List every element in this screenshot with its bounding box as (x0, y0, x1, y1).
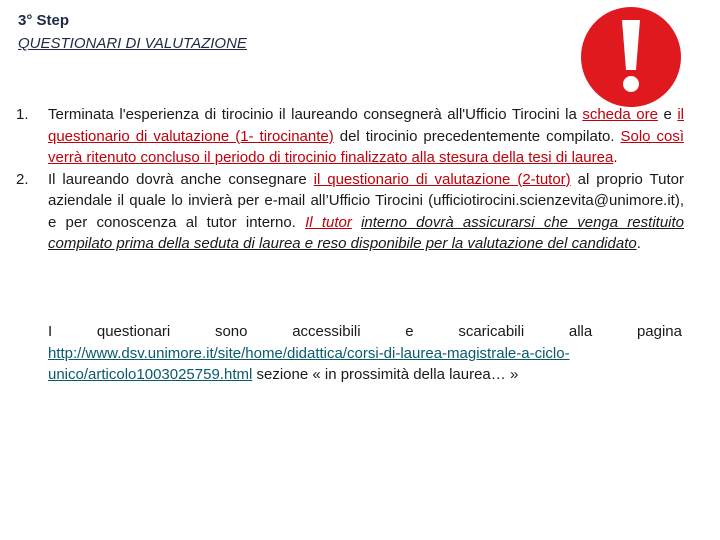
item-text (352, 214, 361, 231)
item-text: Il laureando dovrà anche consegnare (48, 170, 314, 188)
item-text: e (657, 106, 678, 123)
page-title: QUESTIONARI DI VALUTAZIONE (18, 35, 247, 52)
exclamation-icon (578, 4, 684, 110)
item-text: . (636, 235, 641, 252)
note-tail: sezione « in prossimità della laurea… » (252, 366, 519, 383)
list-item (16, 169, 684, 255)
highlight-text: Solo così verrà ritenuto concluso il periodo di tirocinio finalizzato alla stesura della tesi di laurea (48, 127, 684, 166)
highlight-text: il questionario di valutazione (2-tutor) (313, 170, 571, 188)
item-text: al proprio Tutor aziendale il quale lo invierà per e-mail all’Ufficio Tirocini (ufficiotirocini.scienzevita@unimore.it), e per conoscenza al tutor interno. (48, 170, 685, 231)
questionnaire-link[interactable]: http://www.dsv.unimore.it/site/home/didattica/corsi-di-laurea-magistrale-a-ciclo-unico/articolo1003025759.html (48, 344, 570, 383)
item-text: Terminata l'esperienza di tirocinio il laureando consegnerà all'Ufficio Tirocini la (48, 106, 583, 123)
list-number: 2. (16, 170, 29, 188)
step-label: 3° Step (18, 12, 70, 29)
highlight-text: scheda ore (582, 106, 658, 123)
list-number: 1. (16, 106, 29, 123)
questionnaire-note (48, 321, 682, 386)
note-text: I questionari sono accessibili e scaricabili alla pagina (48, 323, 682, 340)
highlight-text: il questionario di valutazione (1- tirocinante) (48, 106, 684, 145)
highlight-text: Il tutor (305, 213, 352, 231)
underlined-text: interno dovrà assicurarsi che venga restituito compilato prima della seduta di laurea e reso disponibile per la valutazione del candidato (48, 213, 685, 252)
list-item (16, 104, 684, 169)
item-text: . (613, 149, 618, 166)
instructions-list (16, 104, 684, 255)
item-text: del tirocinio precedentemente compilato. (333, 127, 621, 145)
